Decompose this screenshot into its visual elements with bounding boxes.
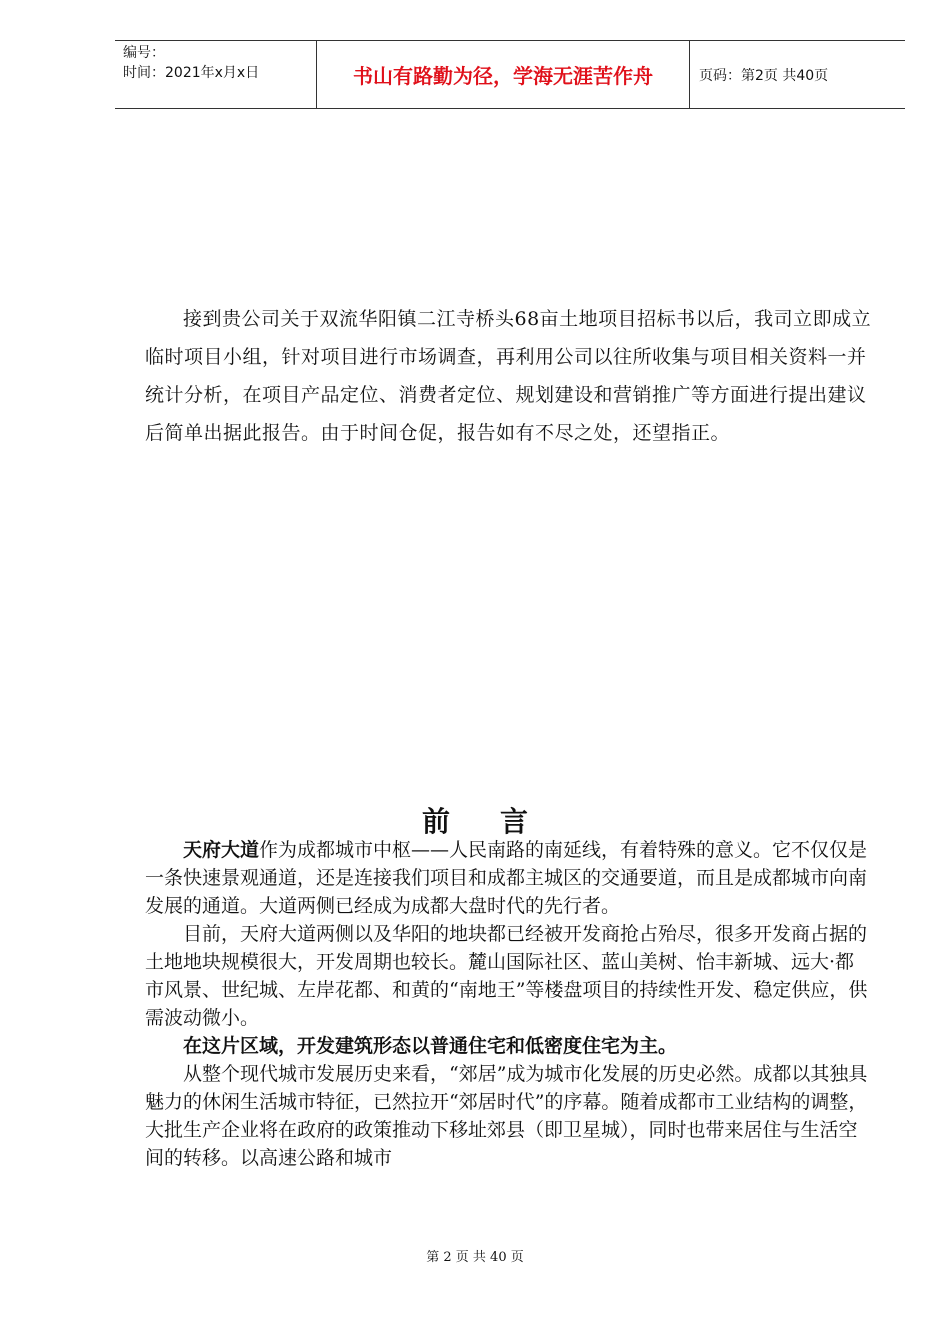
preface-paragraph-4: 从整个现代城市发展历史来看，“郊居”成为城市化发展的历史必然。成都以其独具魅力的休闲生活城市特征，已然拉开“郊居时代”的序幕。随着成都市工业结构的调整，大批生产企业将在政府的政策推动下移址郊县（即卫星城），同时也带来居住与生活空间的转移。以高速公路和城市 <box>145 1063 868 1169</box>
preface-body <box>145 836 870 1172</box>
doc-time-label: 时间：2021年x月x日 <box>123 65 260 81</box>
page-footer: 第 2 页 共 40 页 <box>426 1250 524 1265</box>
header-page-number: 页码：第2页 共40页 <box>699 67 829 84</box>
preface-title: 前言 <box>421 805 578 838</box>
intro-paragraph: 接到贵公司关于双流华阳镇二江寺桥头68亩土地项目招标书以后，我司立即成立临时项目小组，针对项目进行市场调查，再利用公司以往所收集与项目相关资料一并统计分析，在项目产品定位、消费者定位、规划建设和营销推广等方面进行提出建议后简单出据此报告。由于时间仓促，报告如有不尽之处，还望指正。 <box>145 308 872 444</box>
preface-paragraph-2: 目前，天府大道两侧以及华阳的地块都已经被开发商抢占殆尽，很多开发商占据的土地地块规模很大，开发周期也较长。麓山国际社区、蓝山美树、怡丰新城、远大·都市风景、世纪城、左岸花都、和黄的“南地王”等楼盘项目的持续性开发、稳定供应，供需波动微小。 <box>145 923 868 1029</box>
intro-section <box>145 300 875 452</box>
preface-paragraph-3: 在这片区域，开发建筑形态以普通住宅和低密度住宅为主。 <box>183 1035 678 1057</box>
header-meta-cell <box>115 41 317 108</box>
header-slogan: 书山有路勤为径，学海无涯苦作舟 <box>317 41 690 108</box>
preface-paragraph-1-text: 作为成都城市中枢——人民南路的南延线，有着特殊的意义。它不仅仅是一条快速景观通道，还是连接我们项目和成都主城区的交通要道，而且是成都城市向南发展的通道。大道两侧已经成为成都大盘时代的先行者。 <box>145 839 868 917</box>
keyword-tianfu-avenue: 天府大道 <box>183 839 260 861</box>
doc-number-label: 编号： <box>123 45 165 61</box>
page-header <box>115 40 905 109</box>
preface-paragraph-1 <box>145 836 870 920</box>
